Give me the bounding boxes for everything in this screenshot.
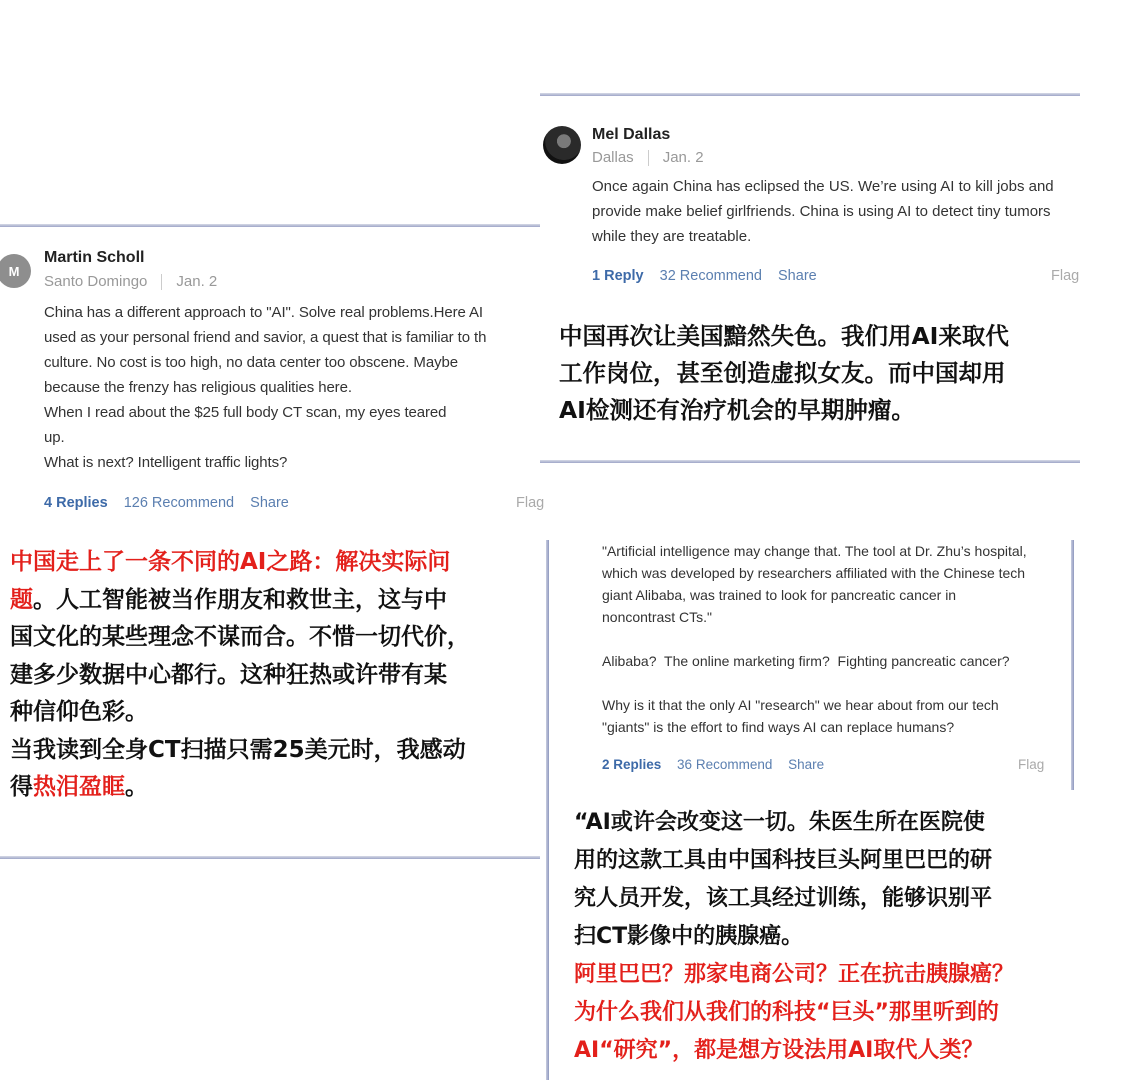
translation-line: 当我读到全身CT扫描只需25美元时，我感动 <box>10 736 466 763</box>
translation-line: 工作岗位，甚至创造虚拟女友。而中国却用 <box>559 359 1006 387</box>
highlight-red: AI“研究”，都是想方设法用AI取代人类？ <box>574 1038 984 1063</box>
comment-meta <box>44 273 217 290</box>
comment-meta <box>592 149 704 166</box>
translation-line: 用的这款工具由中国科技巨头阿里巴巴的研 <box>574 848 993 873</box>
flag-button[interactable]: Flag <box>1051 268 1080 284</box>
replies-link[interactable]: 2 Replies <box>602 757 662 772</box>
translation-line <box>10 769 470 807</box>
comment-actions <box>44 495 301 511</box>
comment-date: Jan. 2 <box>662 149 704 166</box>
share-button[interactable]: Share <box>788 757 825 772</box>
comment-mel-dallas <box>540 96 1080 300</box>
highlight-red: 阿里巴巴？那家电商公司？正在抗击胰腺癌？ <box>574 962 1015 987</box>
translation-text: 得 <box>10 774 33 800</box>
translation-alibaba <box>574 804 1014 1070</box>
translation-text: 。 <box>125 774 148 800</box>
translation-line <box>10 582 470 620</box>
divider-bottom-left <box>0 856 540 859</box>
translation-text: 。人工智能被当作朋友和救世主，这与中 <box>33 586 447 613</box>
comment-actions <box>602 757 836 772</box>
translation-line: 扫CT影像中的胰腺癌。 <box>574 924 804 949</box>
translation-line: 究人员开发，该工具经过训练，能够识别平 <box>574 886 993 911</box>
comment-body: Once again China has eclipsed the US. We’re using AI to kill jobs and provide make belief girlfriends. China is using AI to detect tiny tumors while they are treatable. <box>592 178 1054 245</box>
highlight-red: 题 <box>10 586 33 613</box>
comment-actions <box>592 268 829 284</box>
translation-line: 中国再次让美国黯然失色。我们用AI来取代 <box>559 322 1009 350</box>
comment-alibaba <box>549 540 1071 790</box>
highlight-red: 热泪盈眶 <box>33 774 125 800</box>
recommend-button[interactable]: 126 Recommend <box>123 495 235 511</box>
flag-button[interactable]: Flag <box>1018 757 1045 772</box>
comment-martin-scholl <box>0 227 545 527</box>
translation-line <box>10 544 470 582</box>
commenter-name[interactable]: Martin Scholl <box>44 249 145 266</box>
comment-body: "Artificial intelligence may change that. The tool at Dr. Zhu’s hospital, which was developed by researchers affiliated with the Chinese tech giant Alibaba, was trained to look for pancreatic cancer in noncontrast CTs." Alibaba? The online marketing firm? Fighting pancreatic cancer? Why is it that the only AI "research" we hear about from our tech "giants" is the effort to find ways AI can replace humans? <box>602 543 1027 735</box>
translation-line: 建多少数据中心都行。这种狂热或许带有某 <box>10 661 447 688</box>
recommend-button[interactable]: 36 Recommend <box>677 757 773 772</box>
meta-separator <box>648 150 649 166</box>
commenter-name[interactable]: Mel Dallas <box>592 126 671 143</box>
replies-link[interactable]: 4 Replies <box>44 495 108 511</box>
comment-date: Jan. 2 <box>176 273 218 290</box>
comment-body: China has a different approach to "AI". Solve real problems.Here AI used as your personal friend and savior, a quest that is familiar to th culture. No cost is too high, no data center too obscene. Maybe because the frenzy has religious qualities here. When I read about the $25 full body CT scan, my eyes teared up. What is next? Intelligent traffic lights? <box>44 304 487 471</box>
translation-line: 种信仰色彩。 <box>10 699 148 725</box>
translation-line: “AI或许会改变这一切。朱医生所在医院使 <box>574 810 985 835</box>
meta-separator <box>161 274 162 290</box>
translation-line: 国文化的某些理念不谋而合。不惜一切代价， <box>10 624 470 650</box>
translation-martin <box>10 544 470 807</box>
commenter-location: Dallas <box>592 149 634 166</box>
flag-button[interactable]: Flag <box>516 495 545 511</box>
translation-line: AI检测还有治疗机会的早期肿瘤。 <box>559 396 915 424</box>
avatar-martin: M <box>0 254 31 288</box>
recommend-button[interactable]: 32 Recommend <box>659 268 762 284</box>
translation-mel <box>559 318 1009 429</box>
share-button[interactable]: Share <box>250 495 289 511</box>
replies-link[interactable]: 1 Reply <box>592 268 644 284</box>
highlight-red: 为什么我们从我们的科技“巨头”那里听到的 <box>574 1000 999 1025</box>
highlight-red: 中国走上了一条不同的AI之路：解决实际问 <box>10 549 451 575</box>
divider-mid-right <box>540 460 1080 463</box>
avatar-mel <box>543 126 581 164</box>
share-button[interactable]: Share <box>778 268 817 284</box>
commenter-location: Santo Domingo <box>44 273 148 290</box>
